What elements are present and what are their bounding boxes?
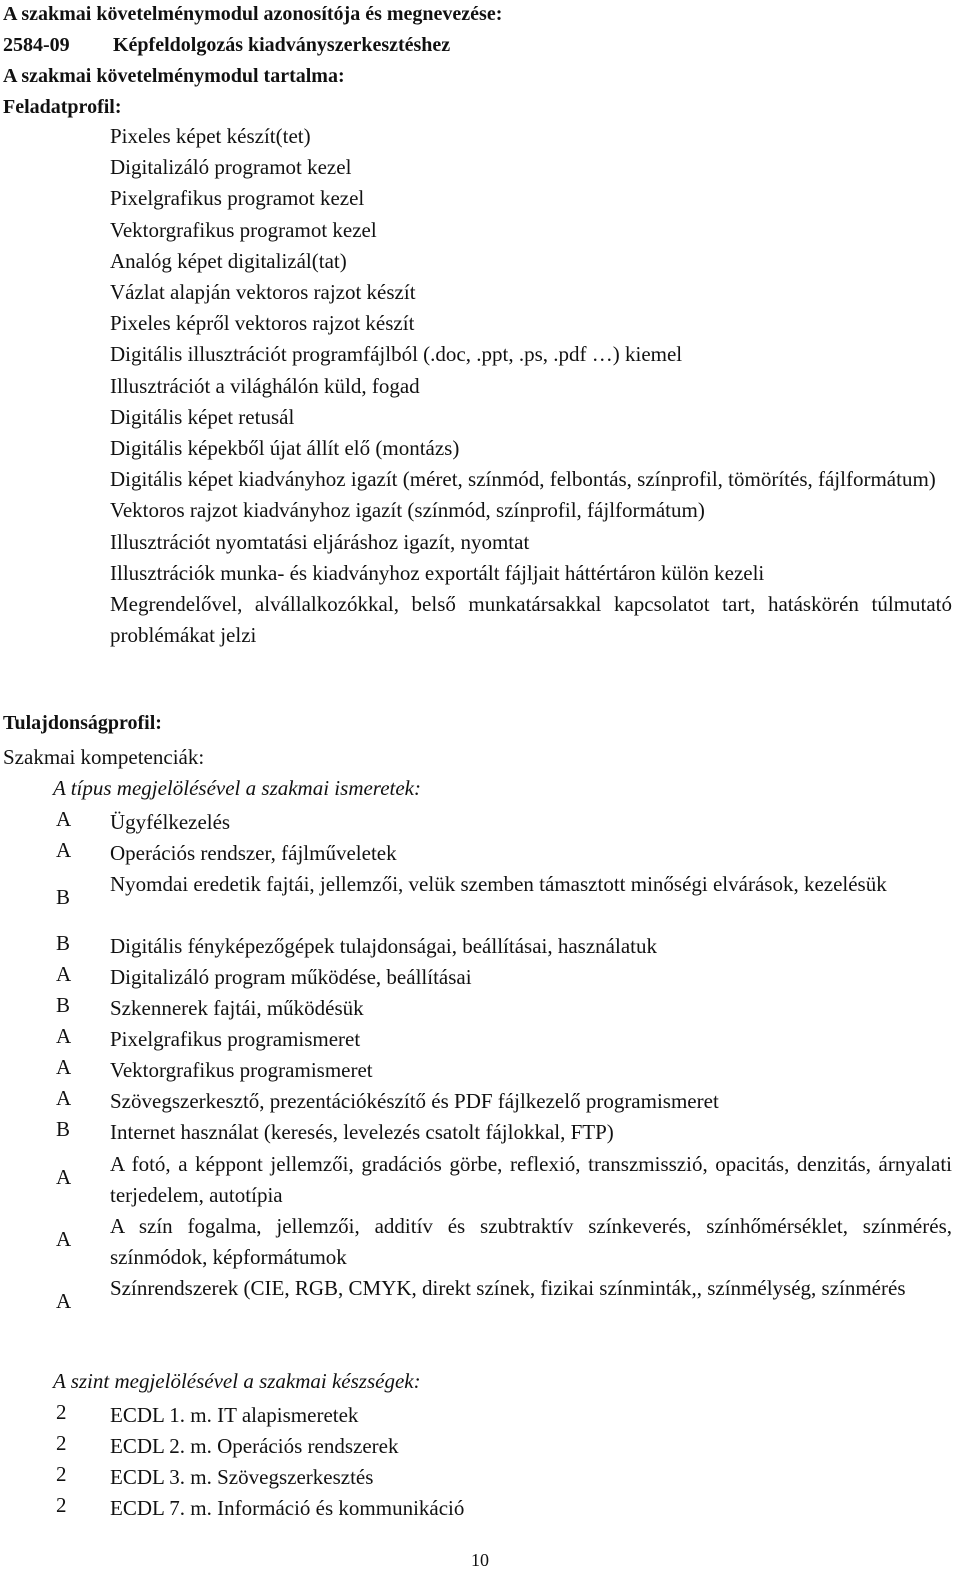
task-item: Digitális képet kiadványhoz igazít (méret, színmód, felbontás, színprofil, tömörítés, fájlformátum) [110, 467, 936, 492]
knowledge-type: A [56, 1024, 72, 1048]
skill-level: 2 [56, 1493, 67, 1517]
module-name: Képfeldolgozás kiadványszerkesztéshez [113, 34, 451, 56]
knowledge-type: A [56, 962, 72, 986]
knowledge-text: A szín fogalma, jellemzői, additív és szubtraktív színkeverés, színhőmérséklet, színmérés, színmódok, képformátumok [110, 1214, 952, 1269]
task-list [110, 121, 952, 651]
knowledge-text: Vektorgrafikus programismeret [110, 1058, 373, 1082]
task-item: Vektoros rajzot kiadványhoz igazít (színmód, színprofil, fájlformátum) [110, 498, 705, 523]
knowledge-type: B [56, 993, 71, 1017]
task-item: Illusztrációt a világhálón küld, fogad [110, 373, 420, 398]
module-content-heading: A szakmai követelménymodul tartalma: [3, 65, 345, 87]
task-profile-heading: Feladatprofil: [3, 96, 122, 118]
knowledge-heading: A típus megjelölésével a szakmai ismeretek: [53, 776, 421, 800]
knowledge-type: A [56, 807, 72, 831]
knowledge-text: Szövegszerkesztő, prezentációkészítő és PDF fájlkezelő programismeret [110, 1089, 719, 1113]
skill-text: ECDL 3. m. Szövegszerkesztés [110, 1465, 374, 1489]
knowledge-text: Digitalizáló program működése, beállításai [110, 965, 472, 989]
knowledge-text: A fotó, a képpont jellemzői, gradációs görbe, reflexió, transzmisszió, opacitás, denzitás, árnyalati terjedelem, autotípia [110, 1152, 952, 1207]
knowledge-text: Nyomdai eredetik fajtái, jellemzői, velük szemben támasztott minőségi elvárások, kezelésük [110, 872, 887, 896]
task-item: Digitális illusztrációt programfájlból (.doc, .ppt, .ps, .pdf …) kiemel [110, 342, 683, 367]
module-code-line [3, 34, 450, 57]
knowledge-text: Internet használat (keresés, levelezés csatolt fájlokkal, FTP) [110, 1120, 614, 1144]
knowledge-text: Színrendszerek (CIE, RGB, CMYK, direkt színek, fizikai színminták,, színmélység, színmérés [110, 1276, 906, 1300]
task-item: Analóg képet digitalizál(tat) [110, 248, 347, 273]
skill-text: ECDL 2. m. Operációs rendszerek [110, 1434, 399, 1458]
knowledge-type: A [56, 1227, 72, 1251]
task-item: Illusztrációt nyomtatási eljáráshoz igazít, nyomtat [110, 529, 530, 554]
knowledge-type: A [56, 1289, 72, 1313]
module-code: 2584-09 [3, 34, 70, 56]
task-item: Digitális képet retusál [110, 404, 295, 429]
knowledge-type: A [56, 1086, 72, 1110]
skills-heading: A szint megjelölésével a szakmai készségek: [53, 1369, 421, 1393]
knowledge-text: Digitális fényképezőgépek tulajdonságai, beállításai, használatuk [110, 934, 657, 958]
module-id-heading: A szakmai követelménymodul azonosítója és megnevezése: [3, 3, 503, 25]
knowledge-type: B [56, 1117, 71, 1141]
knowledge-text: Szkennerek fajtái, működésük [110, 996, 364, 1020]
task-item: Digitalizáló programot kezel [110, 155, 352, 180]
knowledge-type: B [56, 931, 71, 955]
task-item: Pixelgrafikus programot kezel [110, 186, 365, 211]
knowledge-type: A [56, 1165, 72, 1189]
page-number: 10 [471, 1550, 489, 1570]
knowledge-type: B [56, 885, 71, 909]
knowledge-text: Ügyfélkezelés [110, 810, 231, 834]
knowledge-text: Operációs rendszer, fájlműveletek [110, 841, 397, 865]
property-profile-heading: Tulajdonságprofil: [3, 712, 162, 734]
knowledge-text: Pixelgrafikus programismeret [110, 1027, 361, 1051]
knowledge-type: A [56, 1055, 72, 1079]
task-item: Digitális képekből újat állít elő (montázs) [110, 436, 460, 461]
skill-text: ECDL 1. m. IT alapismeretek [110, 1403, 359, 1427]
skill-text: ECDL 7. m. Információ és kommunikáció [110, 1496, 465, 1520]
skill-level: 2 [56, 1431, 67, 1455]
competencies-label: Szakmai kompetenciák: [3, 745, 205, 769]
task-item: Pixeles képet készít(tet) [110, 124, 311, 148]
knowledge-type: A [56, 838, 72, 862]
task-item: Vektorgrafikus programot kezel [110, 217, 377, 242]
task-item: Pixeles képről vektoros rajzot készít [110, 311, 415, 336]
task-item: Megrendelővel, alvállalkozókkal, belső munkatársakkal kapcsolatot tart, hatáskörén túlmutató problémákat jelzi [110, 592, 952, 648]
task-item: Illusztrációk munka- és kiadványhoz exportált fájljait háttértáron külön kezeli [110, 560, 765, 585]
skill-level: 2 [56, 1400, 67, 1424]
skill-level: 2 [56, 1462, 67, 1486]
task-item: Vázlat alapján vektoros rajzot készít [110, 280, 416, 305]
